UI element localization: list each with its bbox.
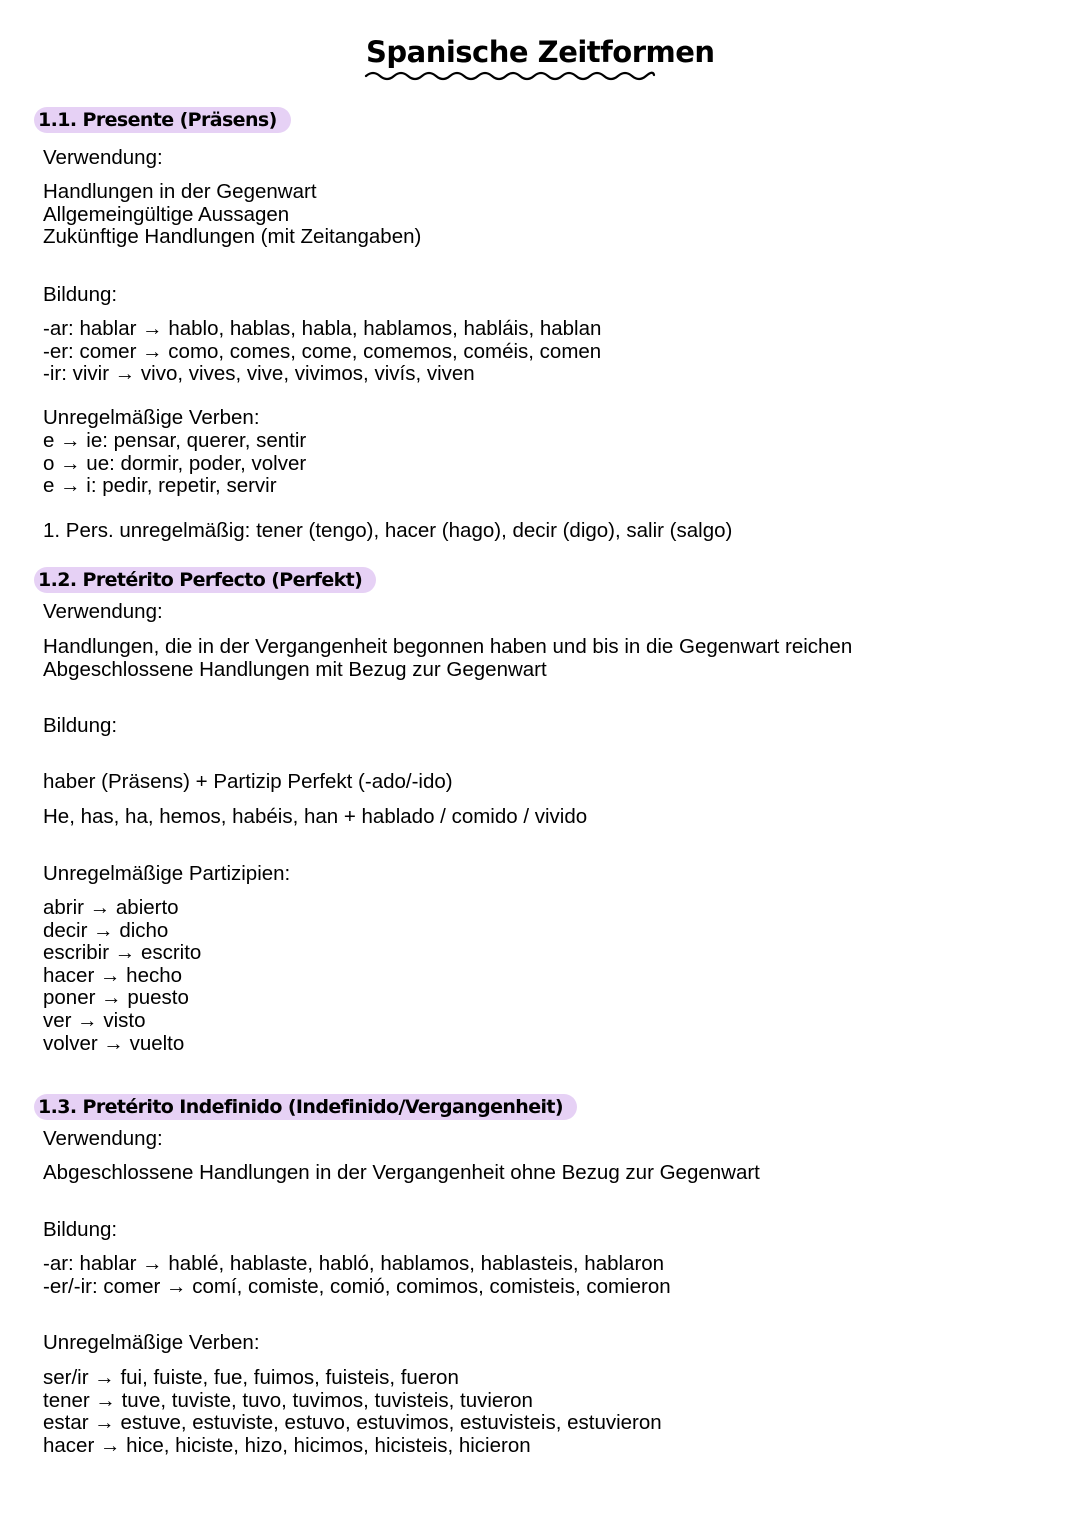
list-item: -er/-ir: comer → comí, comiste, comió, comimos, comisteis, comieron <box>43 1274 671 1298</box>
section-heading-indefinido: 1.3. Pretérito Indefinido (Indefinido/Vergangenheit) <box>34 1094 577 1120</box>
irregular-label: Unregelmäßige Partizipien: <box>43 862 291 885</box>
list-item: e → ie: pensar, querer, sentir <box>43 429 307 452</box>
bildung-list <box>43 318 601 386</box>
section-heading-perfecto: 1.2. Pretérito Perfecto (Perfekt) <box>34 567 376 593</box>
bildung-rule: haber (Präsens) + Partizip Perfekt (-ado/-ido) <box>43 770 453 793</box>
verwendung-list <box>43 181 421 249</box>
irregular-list <box>43 1367 662 1457</box>
irregular-list <box>43 897 201 1055</box>
list-item: abrir → abierto <box>43 896 179 919</box>
verwendung-item: Abgeschlossene Handlungen in der Vergangenheit ohne Bezug zur Gegenwart <box>43 1161 760 1184</box>
list-item: o → ue: dormir, poder, volver <box>43 451 307 475</box>
irregular-label: Unregelmäßige Verben: <box>43 406 260 429</box>
verwendung-label: Verwendung: <box>43 146 163 169</box>
verwendung-label: Verwendung: <box>43 600 163 623</box>
list-item: -er: comer → como, comes, come, comemos, coméis, comen <box>43 339 602 363</box>
list-item: Handlungen, die in der Vergangenheit begonnen haben und bis in die Gegenwart reichen <box>43 635 853 658</box>
title-underline-wave <box>364 70 656 82</box>
list-item: volver → vuelto <box>43 1031 185 1055</box>
list-item: decir → dicho <box>43 918 169 942</box>
list-item: poner → puesto <box>43 986 189 1010</box>
list-item: hacer → hecho <box>43 963 183 987</box>
section-heading-presente: 1.1. Presente (Präsens) <box>34 107 291 133</box>
list-item: Abgeschlossene Handlungen mit Bezug zur Gegenwart <box>43 657 547 681</box>
list-item: Allgemeingültige Aussagen <box>43 202 290 226</box>
bildung-label: Bildung: <box>43 1218 118 1241</box>
list-item: ver → visto <box>43 1008 146 1032</box>
list-item: estar → estuve, estuviste, estuvo, estuvimos, estuvisteis, estuvieron <box>43 1411 662 1435</box>
bildung-label: Bildung: <box>43 283 118 306</box>
list-item: ser/ir → fui, fuiste, fue, fuimos, fuisteis, fueron <box>43 1366 459 1389</box>
list-item: tener → tuve, tuviste, tuvo, tuvimos, tuvisteis, tuvieron <box>43 1388 533 1412</box>
list-item: hacer → hice, hiciste, hizo, hicimos, hicisteis, hicieron <box>43 1433 531 1457</box>
list-item: -ar: hablar → hablé, hablaste, habló, hablamos, hablasteis, hablaron <box>43 1252 665 1275</box>
page-title: Spanische Zeitformen <box>366 35 715 69</box>
verwendung-label: Verwendung: <box>43 1127 163 1150</box>
irregular-label: Unregelmäßige Verben: <box>43 1331 260 1354</box>
bildung-list <box>43 1253 671 1298</box>
list-item: -ar: hablar → hablo, hablas, habla, hablamos, habláis, hablan <box>43 317 602 340</box>
list-item: Zukünftige Handlungen (mit Zeitangaben) <box>43 225 422 249</box>
list-item: -ir: vivir → vivo, vives, vive, vivimos, vivís, viven <box>43 362 475 386</box>
bildung-label: Bildung: <box>43 714 118 737</box>
irregular-note: 1. Pers. unregelmäßig: tener (tengo), hacer (hago), decir (digo), salir (salgo) <box>43 519 733 542</box>
list-item: escribir → escrito <box>43 941 202 965</box>
bildung-example: He, has, ha, hemos, habéis, han + hablado / comido / vivido <box>43 805 588 828</box>
list-item: e → i: pedir, repetir, servir <box>43 474 277 498</box>
list-item: Handlungen in der Gegenwart <box>43 180 317 203</box>
verwendung-list <box>43 636 852 681</box>
irregular-list <box>43 430 306 498</box>
